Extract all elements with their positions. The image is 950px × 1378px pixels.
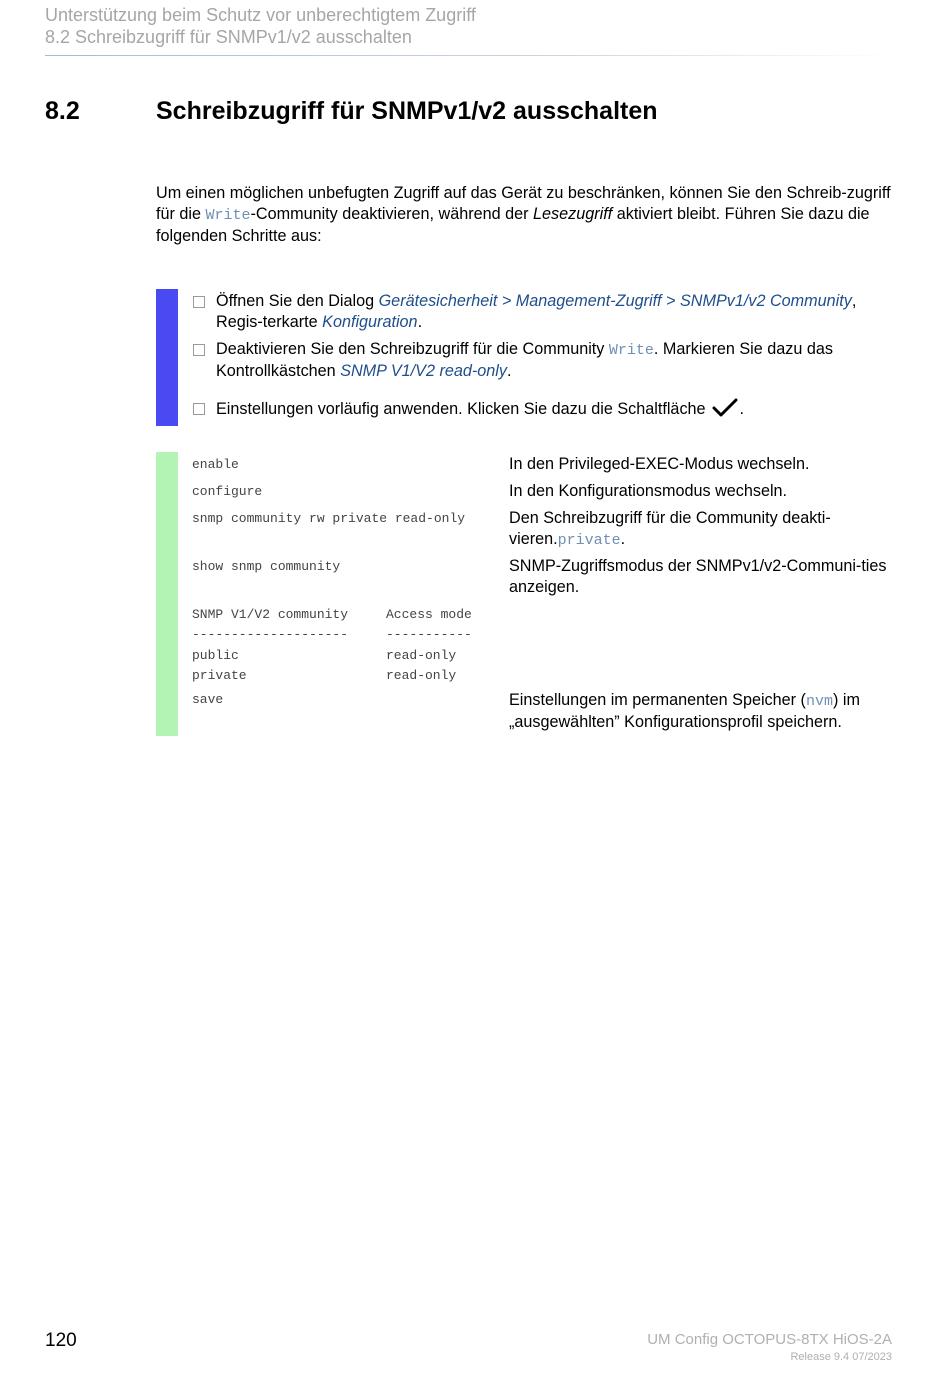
step-bullet-box (193, 344, 205, 356)
intro-text-1: Um einen möglichen unbefugten Zugriff auf das Gerät zu beschränken, können Sie den Schreib-zugriff für die (156, 184, 891, 223)
section-title: Schreibzugriff für SNMPv1/v2 ausschalten (156, 97, 658, 125)
output-col1-rule: -------------------- (192, 627, 349, 642)
step-1-text-1: Öffnen Sie den Dialog (216, 292, 379, 310)
cli-description-code: private (557, 532, 621, 549)
cli-description: SNMP-Zugriffsmodus der SNMPv1/v2-Communi-ties anzeigen. (509, 557, 887, 596)
step-3-text-2: . (739, 400, 745, 418)
step-1-text-3: . (417, 313, 423, 331)
cli-description: In den Konfigurationsmodus wechseln. (509, 482, 788, 500)
cli-command: configure (192, 484, 263, 499)
step-2-checkbox-link[interactable]: SNMP V1/V2 read-only (340, 362, 507, 380)
intro-code-write: Write (205, 207, 251, 224)
cli-description-save (509, 690, 894, 733)
cli-command: snmp community rw private read-only (192, 511, 466, 526)
checkmark-icon (712, 398, 738, 424)
cli-description-text: Den Schreibzugriff für die Community deakti-vieren. (509, 509, 831, 548)
cli-marker-bar (156, 452, 178, 736)
step-1-dialog-path-link[interactable]: Gerätesicherheit > Management-Zugriff > SNMPv1/v2 Community (378, 292, 852, 310)
step-2-code-write: Write (608, 342, 654, 359)
step-3-text-1: Einstellungen vorläufig anwenden. Klicken Sie dazu die Schaltfläche (216, 400, 706, 418)
output-col1-header: SNMP V1/V2 community (192, 607, 349, 622)
steps-marker-bar (156, 289, 178, 426)
header-rule (45, 55, 895, 56)
step-2-text-1: Deaktivieren Sie den Schreibzugriff für die Community (216, 340, 609, 358)
step-bullet-box (193, 296, 205, 308)
save-desc-text-1: Einstellungen im permanenten Speicher ( (509, 691, 806, 709)
output-mode: read-only (386, 648, 457, 663)
running-header-section: 8.2 Schreibzugriff für SNMPv1/v2 ausschalten (45, 27, 412, 47)
step-1-tab-link[interactable]: Konfiguration (322, 313, 418, 331)
intro-paragraph (156, 183, 896, 247)
step-2-text-3: . (506, 362, 512, 380)
step-2-text-2: . Markieren Sie dazu das Kontrollkästchen (216, 340, 833, 380)
output-community: private (192, 668, 247, 683)
footer-release: Release 9.4 07/2023 (790, 1351, 892, 1363)
cli-description: In den Privileged-EXEC-Modus wechseln. (509, 455, 810, 473)
save-desc-code: nvm (805, 693, 833, 710)
intro-text-2: -Community deaktivieren, während der (250, 205, 534, 223)
section-number: 8.2 (45, 97, 80, 125)
output-mode: read-only (386, 668, 457, 683)
intro-emphasis: Lesezugriff (533, 205, 613, 223)
footer-document-title: UM Config OCTOPUS-8TX HiOS-2A (647, 1331, 892, 1348)
cli-command: show snmp community (192, 559, 341, 574)
running-header (45, 4, 885, 48)
output-col2-header: Access mode (386, 607, 472, 622)
page-number: 120 (45, 1330, 77, 1351)
step-3 (193, 398, 893, 424)
cli-command: enable (192, 457, 239, 472)
running-header-chapter: Unterstützung beim Schutz vor unberechtigtem Zugriff (45, 5, 476, 25)
output-community: public (192, 648, 239, 663)
step-2 (193, 339, 893, 382)
save-desc-text-2: ) im „ausgewählten” Konfigurationsprofil speichern. (509, 691, 860, 731)
step-1 (193, 291, 893, 333)
output-col2-rule: ----------- (386, 627, 472, 642)
step-bullet-box (193, 403, 205, 415)
intro-text-3: aktiviert bleibt. Führen Sie dazu die folgenden Schritte aus: (156, 205, 870, 245)
step-1-text-2: , Regis-terkarte (216, 292, 857, 331)
cli-description: Den Schreibzugriff für die Community deakti-vieren.private. (509, 509, 831, 549)
cli-command-save: save (192, 692, 224, 707)
